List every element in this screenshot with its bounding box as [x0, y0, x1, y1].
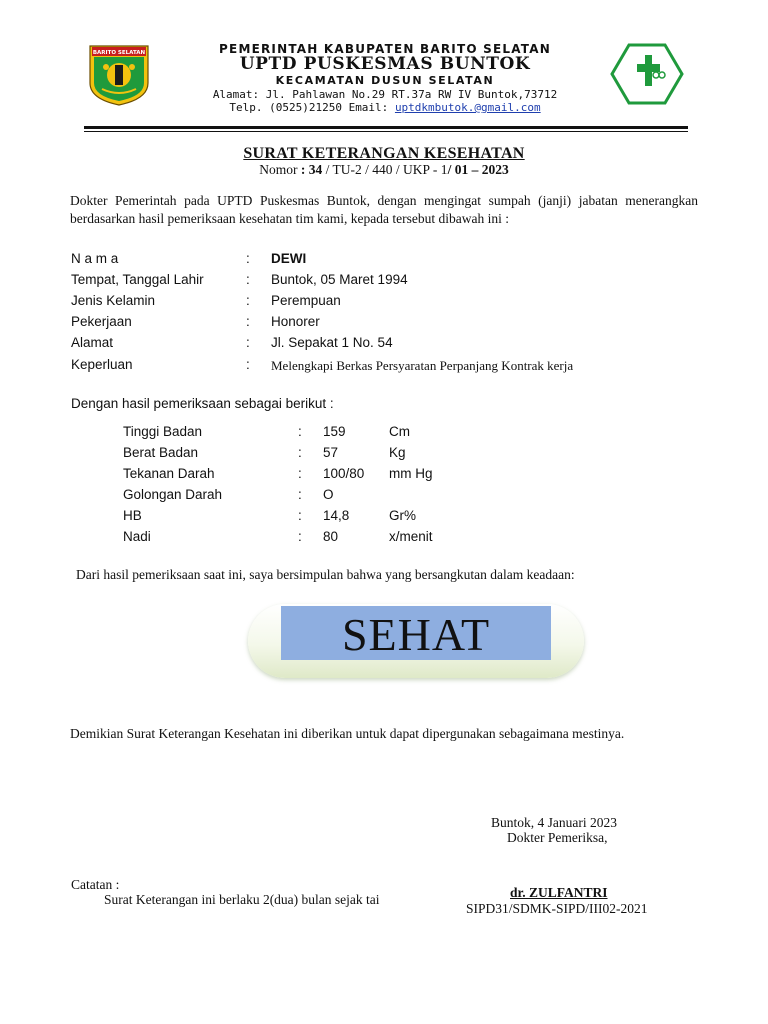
- contact-line: [160, 101, 610, 114]
- number-prefix: Nomor: [259, 162, 301, 177]
- exam-value: 100/80: [323, 466, 365, 481]
- government-name: PEMERINTAH KABUPATEN BARITO SELATAN: [219, 42, 551, 56]
- identity-colon: :: [246, 357, 250, 372]
- exam-intro: Dengan hasil pemeriksaan sebagai berikut :: [71, 396, 334, 411]
- header-rule-thick: [84, 126, 688, 129]
- identity-label: Jenis Kelamin: [71, 293, 156, 308]
- identity-label: Keperluan: [71, 357, 133, 372]
- signer-role: Dokter Pemeriksa,: [507, 830, 608, 845]
- identity-colon: :: [246, 251, 250, 266]
- barito-selatan-emblem: [86, 43, 152, 107]
- exam-label: Tekanan Darah: [123, 466, 215, 481]
- number-value: 34: [308, 162, 323, 177]
- identity-colon: :: [246, 272, 250, 287]
- intro-paragraph: Dokter Pemerintah pada UPTD Puskesmas Buntok, dengan mengingat sumpah (janji) jabatan menerangkan berdasarkan hasil pemeriksaan kesehatan tim kami, kepada tersebut dibawah ini :: [70, 193, 698, 226]
- exam-value: 80: [323, 529, 339, 544]
- institution-name: UPTD PUSKESMAS BUNTOK: [239, 54, 531, 74]
- result-text: SEHAT: [341, 609, 491, 660]
- conclusion-intro: Dari hasil pemeriksaan saat ini, saya bersimpulan bahwa yang bersangkutan dalam keadaan:: [76, 567, 575, 582]
- identity-value: DEWI: [271, 251, 307, 266]
- exam-unit: mm Hg: [389, 466, 433, 481]
- identity-value: Jl. Sepakat 1 No. 54: [271, 335, 393, 350]
- identity-label: Alamat: [71, 335, 114, 350]
- identity-colon: :: [246, 293, 250, 308]
- emblem-banner-text: BARITO SELATAN: [92, 50, 146, 56]
- exam-value: O: [323, 487, 334, 502]
- email-link[interactable]: uptdkmbutok.@gmail.com: [394, 101, 541, 114]
- exam-unit: Kg: [389, 445, 406, 460]
- exam-value: 14,8: [323, 508, 350, 523]
- exam-unit: Gr%: [389, 508, 416, 523]
- header-rule-thin: [84, 131, 688, 132]
- exam-value: 159: [323, 424, 346, 439]
- signer-id: SIPD31/SDMK-SIPD/III02-2021: [466, 901, 648, 916]
- exam-colon: :: [298, 487, 302, 502]
- exam-unit: x/menit: [389, 529, 433, 544]
- identity-value: Perempuan: [271, 293, 341, 308]
- exam-unit: Cm: [389, 424, 410, 439]
- exam-label: Berat Badan: [123, 445, 199, 460]
- exam-label: Golongan Darah: [123, 487, 223, 502]
- exam-colon: :: [298, 529, 302, 544]
- document-title: SURAT KETERANGAN KESEHATAN: [243, 145, 525, 162]
- identity-colon: :: [246, 335, 250, 350]
- note-label: Catatan :: [71, 877, 120, 892]
- exam-colon: :: [298, 508, 302, 523]
- exam-label: Tinggi Badan: [123, 424, 203, 439]
- number-month-year: / 01 – 2023: [447, 162, 509, 177]
- address-line: Alamat: Jl. Pahlawan No.29 RT.37a RW IV Buntok,73712: [212, 88, 558, 101]
- document-number: [0, 162, 768, 178]
- identity-value: Melengkapi Berkas Persyaratan Perpanjang Kontrak kerja: [271, 358, 574, 373]
- exam-colon: :: [298, 445, 302, 460]
- identity-label: Pekerjaan: [71, 314, 132, 329]
- exam-label: HB: [123, 508, 142, 523]
- exam-colon: :: [298, 466, 302, 481]
- exam-value: 57: [323, 445, 339, 460]
- identity-label: N a m a: [71, 251, 119, 266]
- puskesmas-logo-icon: [610, 42, 684, 106]
- identity-value: Honorer: [271, 314, 320, 329]
- note-text: Surat Keterangan ini berlaku 2(dua) bulan sejak tai: [104, 892, 380, 907]
- district-name: KECAMATAN DUSUN SELATAN: [275, 74, 495, 87]
- identity-colon: :: [246, 314, 250, 329]
- number-code: / TU-2 / 440 / UKP - 1: [322, 162, 448, 177]
- identity-value: Buntok, 05 Maret 1994: [271, 272, 408, 287]
- exam-label: Nadi: [123, 529, 151, 544]
- signer-name: dr. ZULFANTRI: [510, 885, 608, 900]
- number-colon: :: [300, 162, 309, 177]
- place-date: Buntok, 4 Januari 2023: [491, 815, 617, 830]
- exam-colon: :: [298, 424, 302, 439]
- closing-paragraph: Demikian Surat Keterangan Kesehatan ini diberikan untuk dapat dipergunakan sebagaimana mestinya.: [70, 726, 625, 741]
- identity-label: Tempat, Tanggal Lahir: [71, 272, 204, 287]
- phone-label: Telp. (0525)21250 Email:: [229, 101, 395, 114]
